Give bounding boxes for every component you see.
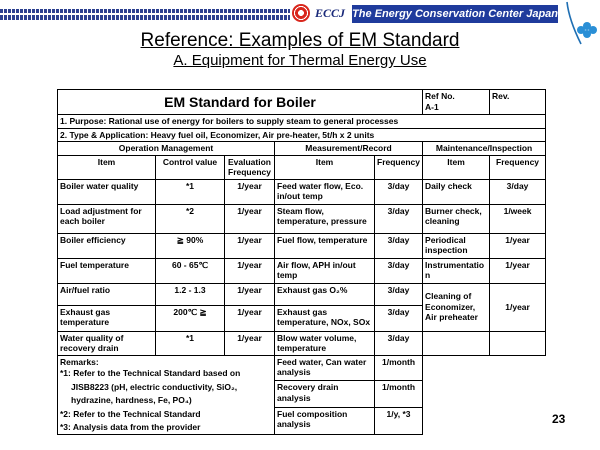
op-eval: 1/year <box>225 305 275 331</box>
op-control: 1.2 - 1.3 <box>156 283 225 305</box>
col-maintenance-frequency: Frequency <box>490 155 546 179</box>
mt-freq: 1/year <box>490 258 546 283</box>
op-eval: 1/year <box>225 283 275 305</box>
extra-ms-item: Recovery drain analysis <box>275 381 375 408</box>
col-measurement-frequency: Frequency <box>375 155 423 179</box>
op-control: *1 <box>156 331 225 355</box>
ms-item: Exhaust gas temperature, NOx, SOx <box>275 305 375 331</box>
mt-freq: 1/year <box>490 233 546 258</box>
group-measurement-record: Measurement/Record <box>275 142 423 156</box>
ms-item: Exhaust gas O₂% <box>275 283 375 305</box>
ref-cell <box>423 90 490 115</box>
op-item: Boiler efficiency <box>58 233 156 258</box>
op-item: Water quality of recovery drain <box>58 331 156 355</box>
table-row <box>58 331 546 355</box>
col-control-value: Control value <box>156 155 225 179</box>
mt-item: Daily check <box>423 179 490 204</box>
extra-ms-freq: 1/month <box>375 381 423 408</box>
ms-freq: 3/day <box>375 258 423 283</box>
decorative-stripe <box>0 9 290 20</box>
op-item: Load adjustment for each boiler <box>58 204 156 233</box>
op-item: Fuel temperature <box>58 258 156 283</box>
rev-cell: Rev. <box>490 90 546 115</box>
op-item: Exhaust gas temperature <box>58 305 156 331</box>
page-number: 23 <box>552 412 566 426</box>
ms-item: Steam flow, temperature, pressure <box>275 204 375 233</box>
op-control: *1 <box>156 179 225 204</box>
op-eval: 1/year <box>225 179 275 204</box>
col-maintenance-item: Item <box>423 155 490 179</box>
op-item: Air/fuel ratio <box>58 283 156 305</box>
type-application-row: 2. Type & Application: Heavy fuel oil, Economizer, Air pre-heater, 5t/h x 2 units <box>58 128 546 142</box>
mt-freq-merged: 1/year <box>490 283 546 331</box>
ms-item: Blow water volume, temperature <box>275 331 375 355</box>
extra-ms-item: Feed water, Can water analysis <box>275 355 375 381</box>
table-row <box>58 179 546 204</box>
ms-freq: 3/day <box>375 305 423 331</box>
remarks-title: Remarks: <box>60 356 99 367</box>
op-control: *2 <box>156 204 225 233</box>
mt-freq: 3/day <box>490 179 546 204</box>
mt-item: Burner check, cleaning <box>423 204 490 233</box>
mt-item-merged: Cleaning of Economizer, Air preheater <box>423 283 490 331</box>
table-heading: EM Standard for Boiler <box>58 90 423 115</box>
op-item: Boiler water quality <box>58 179 156 204</box>
remarks-line: hydrazine, hardness, Fe, PO₄) <box>71 395 192 405</box>
op-eval: 1/year <box>225 331 275 355</box>
col-op-item: Item <box>58 155 156 179</box>
ref-value: A-1 <box>425 101 439 112</box>
ms-freq: 3/day <box>375 283 423 305</box>
remarks-line: *3: Analysis data from the provider <box>60 422 201 432</box>
ms-freq: 3/day <box>375 179 423 204</box>
eccj-logo-icon <box>292 4 310 22</box>
op-control: ≧ 90% <box>156 233 225 258</box>
ms-item: Air flow, APH in/out temp <box>275 258 375 283</box>
group-operation-management: Operation Management <box>58 142 275 156</box>
op-control: 60 - 65℃ <box>156 258 225 283</box>
extra-ms-item: Fuel composition analysis <box>275 407 375 434</box>
ms-freq: 3/day <box>375 331 423 355</box>
ms-item: Feed water flow, Eco. in/out temp <box>275 179 375 204</box>
op-eval: 1/year <box>225 233 275 258</box>
op-control: 200℃ ≧ <box>156 305 225 331</box>
purpose-row: 1. Purpose: Rational use of energy for boilers to supply steam to general processes <box>58 115 546 129</box>
mt-item: Periodical inspection <box>423 233 490 258</box>
remarks-line: *2: Refer to the Technical Standard <box>60 408 201 419</box>
ref-label: Ref No. <box>425 91 455 101</box>
ms-item: Fuel flow, temperature <box>275 233 375 258</box>
ms-freq: 3/day <box>375 233 423 258</box>
top-banner <box>0 3 600 25</box>
extra-ms-freq: 1/y, *3 <box>375 407 423 434</box>
group-maintenance-inspection: Maintenance/Inspection <box>423 142 546 156</box>
remarks-blank <box>423 355 546 434</box>
page-title: Reference: Examples of EM Standard <box>140 30 460 51</box>
em-standard-table <box>57 89 546 435</box>
page-subtitle: A. Equipment for Thermal Energy Use <box>173 52 427 69</box>
table-row <box>58 204 546 233</box>
table-row <box>58 283 546 305</box>
op-eval: 1/year <box>225 258 275 283</box>
ms-freq: 3/day <box>375 204 423 233</box>
remarks <box>58 355 275 434</box>
col-evaluation-frequency: Evaluation Frequency <box>225 155 275 179</box>
col-measurement-item: Item <box>275 155 375 179</box>
remarks-line: JISB8223 (pH, electric conductivity, SiO₂, <box>71 381 238 392</box>
mt-item-empty <box>423 331 490 355</box>
mt-item: Instrumentatio n <box>423 258 490 283</box>
table-row <box>58 233 546 258</box>
op-eval: 1/year <box>225 204 275 233</box>
logo-text: ECCJ <box>315 6 346 20</box>
table-row <box>58 258 546 283</box>
remarks-line: *1: Refer to the Technical Standard based on <box>60 368 241 378</box>
mt-freq-empty <box>490 331 546 355</box>
mt-freq: 1/week <box>490 204 546 233</box>
organization-banner: The Energy Conservation Center Japan <box>352 5 558 23</box>
extra-ms-freq: 1/month <box>375 355 423 381</box>
